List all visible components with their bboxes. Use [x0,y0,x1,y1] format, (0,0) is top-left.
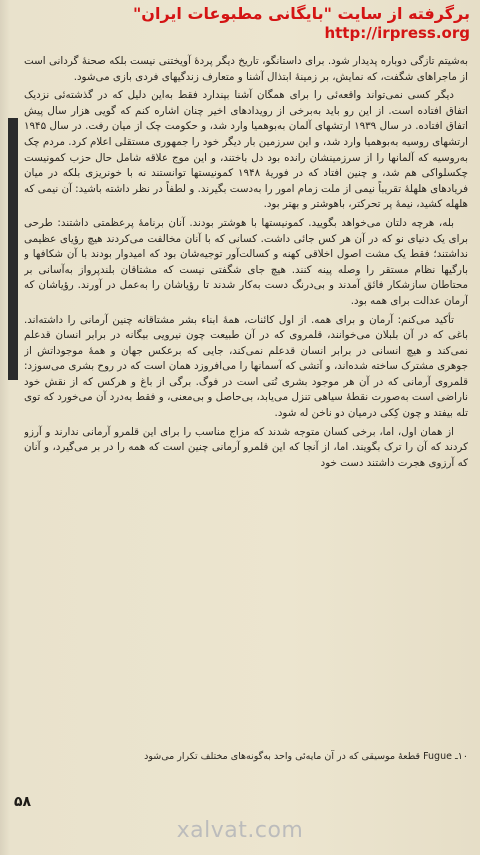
page-number: ۵۸ [14,794,32,810]
site-title: برگرفته از سایت "بایگانی مطبوعات ایران" [132,4,470,23]
footer-watermark: xalvat.com [176,818,304,843]
paragraph: بله، هرچه دلتان می‌خواهد بگویید. کمونیستها با هوشتر بودند. آنان برنامهٔ پرعظمتی داشتند: طرحی برای یک دنیای نو که در آن هر کس جائی داشت. کسانی که با آنان مخالفت می‌کردند هیچ رؤیای عظیمی نداشتند؛ فقط یک مشت اصول اخلاقی کهنه و کسالت‌آور توجیه‌شان بود که امیدوار بودند با آن شکافها و بارگیها نظام مستقر را وصله پینه کنند. هیچ جای شگفتی نیست که مشتاقان بلندپرواز به‌آسانی بر محتاطان سازشکار فائق آمدند و بی‌درنگ دست به‌کار شدند تا رؤیاشان را به‌عمل در آورند. رؤیاشان که آرمان عدالت برای همه بود. [24,216,468,307]
paragraph: تأکید می‌کنم: آرمان و برای همه. از اول کائنات، همهٔ ابناء بشر مشتاقانه چنین آرمانی را داشته‌اند. باغی که در آن بلبلان می‌خوانند، قلمروی که در آن طبیعت چون نیرویی بیگانه در برابر انسان قدعلم نمی‌کند و هیچ انسانی در برابر انسان قدعلم نمی‌کند، جایی که برعکس جهان و همهٔ موجوداتش از جوهری مشترک ساخته شده‌اند، و آتشی که آسمانها را می‌افروزد همان است که در روح بشری می‌سوزد: قلمروی آرمانی که در آن هر موجود بشری نُتی است در فوگ. برگی از باغ و هرکس که از نقش خود ناراضی است به‌صورت نقطهٔ سیاهی تنزل می‌یابد، بی‌حاصل و بی‌معنی، و فقط به‌درد آن می‌خورد که توی تله بیفتد و چون کِکی درمیان دو ناخن له شود. [24,313,468,420]
paragraph: از همان اول، اما، برخی کسان متوجه شدند که مزاج مناسب را برای این قلمرو آرمانی ندارند و آرزو کردند که آن را ترک بگویند. اما، از آنجا که این قلمرو آرمانی چنین است که همه را در بر می‌گیرد، و آنان که آرزوی هجرت داشتند دست خود [24,425,468,469]
body-text [24,54,468,744]
paragraph: دیگر کسی نمی‌تواند واقعه‌ئی را برای همگان آشنا بپندارد فقط به‌این دلیل که در گذشته‌ئی نزدیک اتفاق افتاده است. از این رو باید به‌برخی از رویدادهای اخیر چنان اشاره کنم که گویی هزار سال پیش اتفاق افتاده. در سال ۱۹۳۹ ارتشهای آلمان به‌بوهمیا وارد شد، و حکومت چک از میان رفت. در سال ۱۹۴۵ ارتشهای روسیه به‌بوهمیا وارد شد، و این سرزمین بار دیگر خود را جمهوری مستقلی اعلام کرد. مردم چک به‌روسیه که آلمانها را از سرزمینشان رانده بود دل باختند، و این موج علاقه شامل حال حزب کمونیست چکسلواکی هم شد، و چنین افتاد که در فوریهٔ ۱۹۴۸ کمونیستها توانستند نه با خونریزی بلکه در میان فریادهای هلهلهٔ تقریباً نیمی از ملت زمام امور را به‌دست بگیرند. و لطفاً در نظر داشته باشید: آن نیمی که هلهله کشید، نیمهٔ پر تحرکتر، باهوشتر و بهتر بود. [24,89,468,211]
footnote: ۱۰ـ Fugue قطعهٔ موسیقی که در آن مایه‌ئی واحد به‌گونه‌های مختلف تکرار می‌شود [144,751,468,762]
page-margin-bar [8,118,18,380]
site-url[interactable]: http://irpress.org [324,24,470,42]
paragraph: به‌شیتم تازگی دوباره پدیدار شود. برای داستانگو، تاریخ دیگر پردهٔ آویختنی نیست بلکه صحنهٔ گردانی است از ماجراهای شگفت، که نمایش، بر زمینهٔ ابتذال آشنا و متعارف زندگیهای فردی بازی می‌شود. [24,55,468,83]
